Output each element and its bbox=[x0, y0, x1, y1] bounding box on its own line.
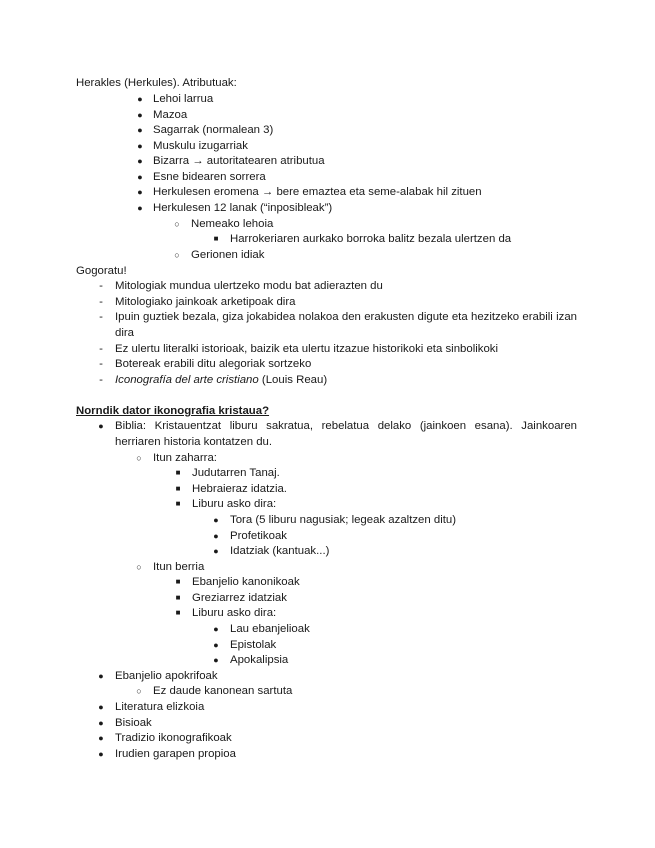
list-item: ● Apokalipsia bbox=[213, 654, 289, 666]
list-item: ■ Greziarrez idatziak bbox=[175, 592, 287, 604]
list-item: ○ Itun berria bbox=[136, 561, 205, 573]
list-item: ● Herkulesen eromena → bere emaztea eta seme-alabak hil zituen bbox=[137, 186, 482, 198]
list-item: ● Bisioak bbox=[98, 717, 152, 729]
list-item: ● Tora (5 liburu nagusiak; legeak azaltzen ditu) bbox=[213, 514, 457, 526]
list-item: ● Herkulesen 12 lanak (“inposibleak”) bbox=[137, 202, 333, 214]
list-item: ● Idatziak (kantuak...) bbox=[213, 545, 330, 557]
list-item: ● Esne bidearen sorrera bbox=[137, 171, 266, 183]
list-item: ● Epistolak bbox=[213, 639, 277, 651]
list-item: ■ Liburu asko dira: bbox=[175, 607, 277, 619]
list-item: ● Literatura elizkoia bbox=[98, 701, 205, 713]
list-item: ■ Harrokeriaren aurkako borroka balitz bezala ulertzen da bbox=[213, 233, 512, 245]
list-item: ● Profetikoak bbox=[213, 530, 287, 542]
list-item: ■ Judutarren Tanaj. bbox=[175, 467, 280, 479]
gogoratu-title: Gogoratu! bbox=[76, 265, 127, 277]
section-heading: Norndik dator ikonografia kristaua? bbox=[76, 405, 270, 417]
list-item: - Ez ulertu literalki istorioak, baizik eta ulertu itzazue historikoki eta sinbolikoki bbox=[99, 343, 499, 355]
list-item: ● Lehoi larrua bbox=[137, 93, 214, 105]
section-herakles bbox=[0, 75, 655, 91]
list-item: ○ Nemeako lehoia bbox=[174, 218, 274, 230]
list-item: ● Bizarra → autoritatearen atributua bbox=[137, 155, 325, 167]
list-item: ■ Ebanjelio kanonikoak bbox=[175, 576, 300, 588]
list-item: ● Muskulu izugarriak bbox=[137, 140, 248, 152]
list-item: ● Tradizio ikonografikoak bbox=[98, 732, 232, 744]
list-item: - Mitologiako jainkoak arketipoak dira bbox=[99, 296, 296, 308]
list-item: ■ Liburu asko dira: bbox=[175, 498, 277, 510]
book-title: Iconografía del arte cristiano bbox=[115, 374, 259, 386]
list-item: - Ipuin guztiek bezala, giza jokabidea nolakoa den erakusten digute eta hezitzeko erabili izan dira bbox=[99, 311, 577, 339]
list-item: - Mitologiak mundua ulertzeko modu bat adierazten du bbox=[99, 280, 383, 292]
list-item: ● Irudien garapen propioa bbox=[98, 748, 236, 760]
list-item: ■ Hebraieraz idatzia. bbox=[175, 483, 287, 495]
section-gogoratu bbox=[0, 263, 655, 279]
herakles-title: Herakles (Herkules). Atributuak: bbox=[76, 77, 237, 89]
list-item: ● Biblia: Kristauentzat liburu sakratua, rebelatua delako (jainkoen esana). Jainkoaren herriaren historia kontatzen du. bbox=[98, 420, 577, 448]
section-ikonografia bbox=[0, 403, 655, 419]
list-item: ○ Itun zaharra: bbox=[136, 452, 217, 464]
list-item: ● Mazoa bbox=[137, 109, 188, 121]
list-item: ○ Ez daude kanonean sartuta bbox=[136, 685, 293, 697]
list-item: ● Ebanjelio apokrifoak bbox=[98, 670, 218, 682]
list-item: ● Sagarrak (normalean 3) bbox=[137, 124, 274, 136]
list-item: - Botereak erabili ditu alegoriak sortzeko bbox=[99, 358, 312, 370]
list-item: ● Lau ebanjelioak bbox=[213, 623, 310, 635]
list-item: ○ Gerionen idiak bbox=[174, 249, 265, 261]
list-item: - Iconografía del arte cristiano (Louis Reau) bbox=[99, 374, 328, 386]
